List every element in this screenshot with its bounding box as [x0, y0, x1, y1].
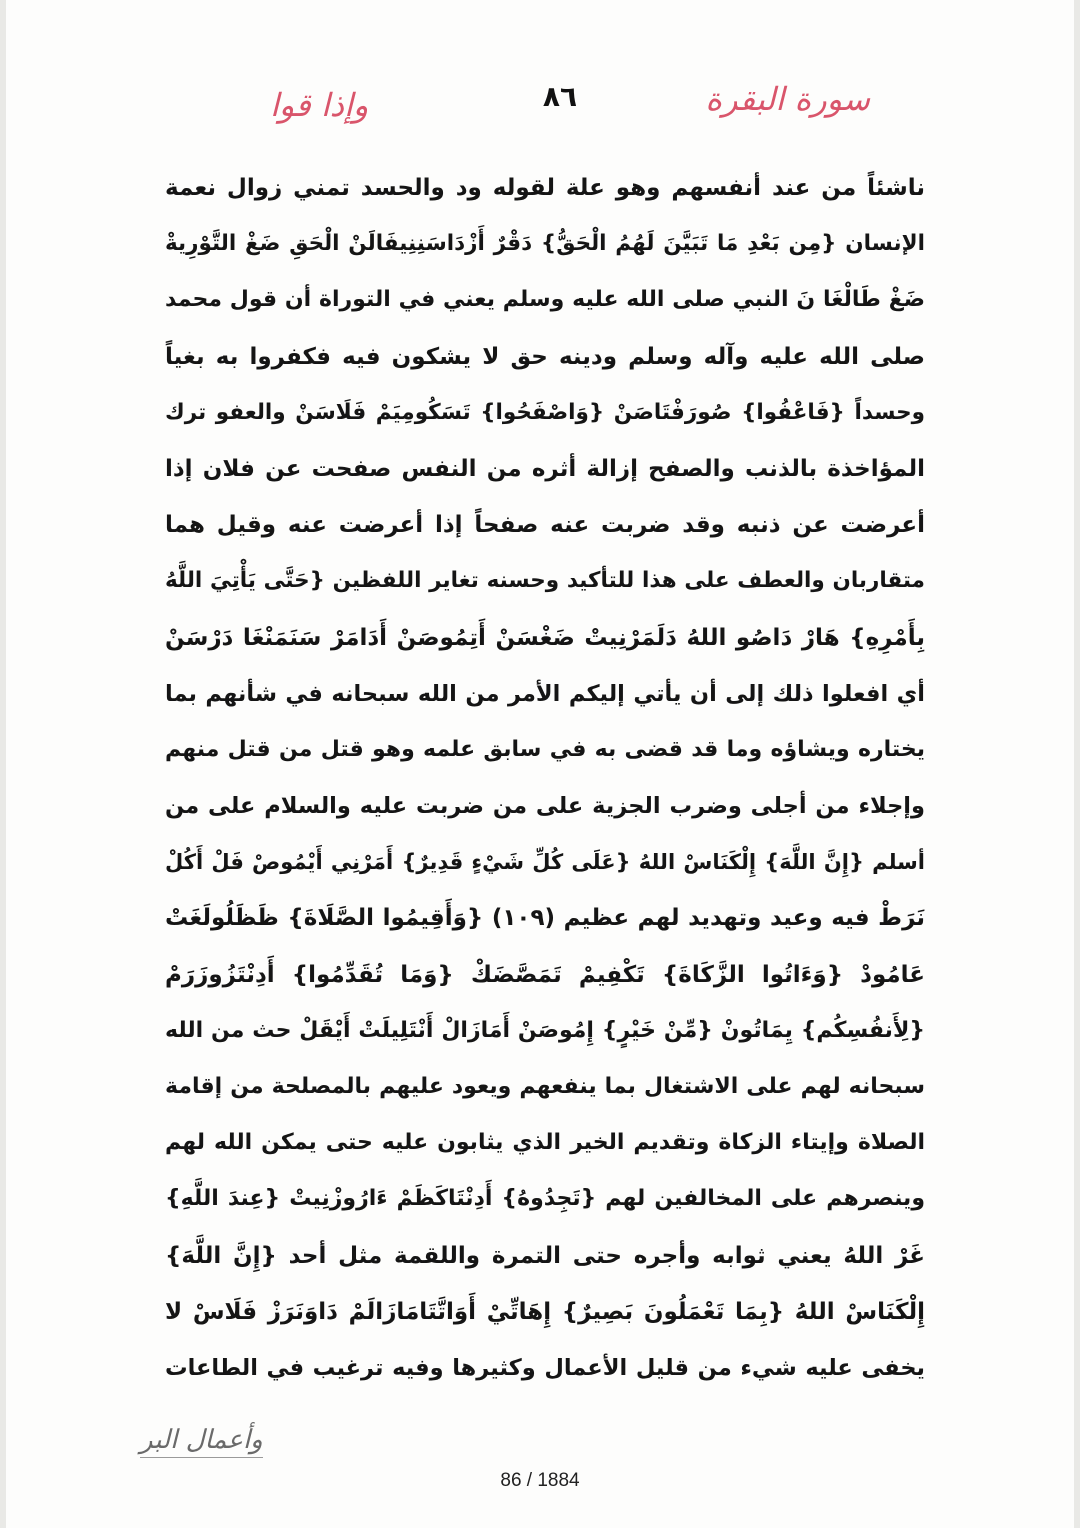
section-handwriting: وإذا قوا — [270, 86, 369, 124]
scan-edge-left — [0, 0, 6, 1528]
text-line: المؤاخذة بالذنب والصفح إزالة أثره من النفس صفحت عن فلان إذا — [165, 455, 925, 482]
surah-name-handwriting: سورة البقرة — [705, 80, 870, 118]
text-line: سبحانه لهم على الاشتغال بما ينفعهم ويعود عليهم بالمصلحة من إقامة — [165, 1074, 925, 1099]
text-line: إِلْكَنَاسْ اللهُ {بِمَا تَعْمَلُونَ بَصِيرٌ} إِهَاتِّيْ أَوَاتَّتَامَازَالَمْ دَاوَنَرَزْ فَلَاسْ لا — [165, 1298, 925, 1325]
scan-edge-right — [1074, 0, 1080, 1528]
footer-handwriting: وأعمال البر — [140, 1425, 263, 1458]
text-line: غَرْ اللهُ يعني ثوابه وأجره حتى التمرة واللقمة مثل أحد {إِنَّ اللَّهَ} — [165, 1242, 925, 1269]
text-line: يخفى عليه شيء من قليل الأعمال وكثيرها وفيه ترغيب في الطاعات — [165, 1354, 925, 1381]
text-line: يختاره ويشاؤه وما قد قضى به في سابق علمه وهو قتل من قتل منهم — [165, 736, 925, 762]
text-line: {لِأَنفُسِكُم} يِمَاتُونْ {مِّنْ خَيْرٍ} إِمُوصَنْ أَمَازَالْ أَنْتَلِيلَتْ أَيْقَلْ حث من الله — [165, 1017, 925, 1043]
page-header — [160, 70, 940, 140]
text-line: ضَغْ طَالْغَا نَ النبي صلى الله عليه وسلم يعني في التوراة أن قول محمد — [165, 287, 925, 313]
text-line: أعرضت عن ذنبه وقد ضربت عنه صفحاً إذا أعرضت عنه وقيل هما — [165, 512, 925, 539]
text-line: متقاربان والعطف على هذا للتأكيد وحسنه تغاير اللفظين {حَتَّى يَأْتِيَ اللَّهُ — [165, 568, 925, 594]
text-line: وينصرهم على المخالفين لهم {تَجِدُوهُ} أَدِنْتَاكَظَمْ ءَارُوزْنِيتْ {عِندَ اللَّهِ} — [165, 1186, 925, 1212]
page-indicator: 86 / 1884 — [500, 1470, 580, 1491]
text-line: أسلم {إِنَّ اللَّهَ} إِلْكَنَاسْ اللهُ {عَلَى كُلِّ شَيْءٍ قَدِيرٌ} أَمَرْنِي أَيْمُوصْ فَلْ أَكُلْ — [165, 850, 925, 875]
text-line: وحسداً {فَاعْفُوا} صُورَفْتَاصَنْ {وَاصْفَحُوا} تَسَكُومِيَمْ فَلَاسَنْ والعفو ترك — [165, 399, 925, 425]
text-line: الصلاة وإيتاء الزكاة وتقديم الخير الذي يثابون عليه حتى يمكن الله لهم — [165, 1130, 925, 1156]
body-text — [165, 160, 925, 1396]
text-line: ناشئاً من عند أنفسهم وهو علة لقوله ود والحسد تمني زوال نعمة — [165, 175, 925, 201]
text-line: بِأَمْرِهِ} هَارْ دَاصُو اللهُ دَلَمَرْنِيتْ ضَغْسَنْ أَتِمُوصَنْ أَدَامَرْ سَنَمَنْغَا دَرْسَنْ — [165, 624, 925, 651]
text-line: نَرَطْ فيه وعيد وتهديد لهم عظيم (١٠٩) {وَأَقِيمُوا الصَّلَاةَ} ظَظَلُولَغَتْ — [165, 905, 925, 932]
text-line: عَامُودْ {وَءَاتُوا الزَّكَاةَ} تَكْفِيمْ تَمَصَّضَكْ {وَمَا تُقَدِّمُوا} أَدِنْتَزُوزَرَمْ — [165, 961, 925, 988]
text-line: أي افعلوا ذلك إلى أن يأتي إليكم الأمر من الله سبحانه في شأنهم بما — [165, 680, 925, 707]
page-number: ٨٦ — [542, 80, 578, 113]
text-line: صلى الله عليه وآله وسلم ودينه حق لا يشكون فيه فكفروا به بغياً — [165, 343, 925, 370]
text-line: وإجلاء من أجلى وضرب الجزية على من ضربت عليه والسلام على من — [165, 793, 925, 820]
text-line: الإنسان {مِن بَعْدِ مَا تَبَيَّنَ لَهُمُ الْحَقُّ} دَقْرٌ أَزْدَاسَنِنِيفَالَنْ الْحَقِ ضَغْ التَّوْرِيةْ — [165, 231, 925, 257]
